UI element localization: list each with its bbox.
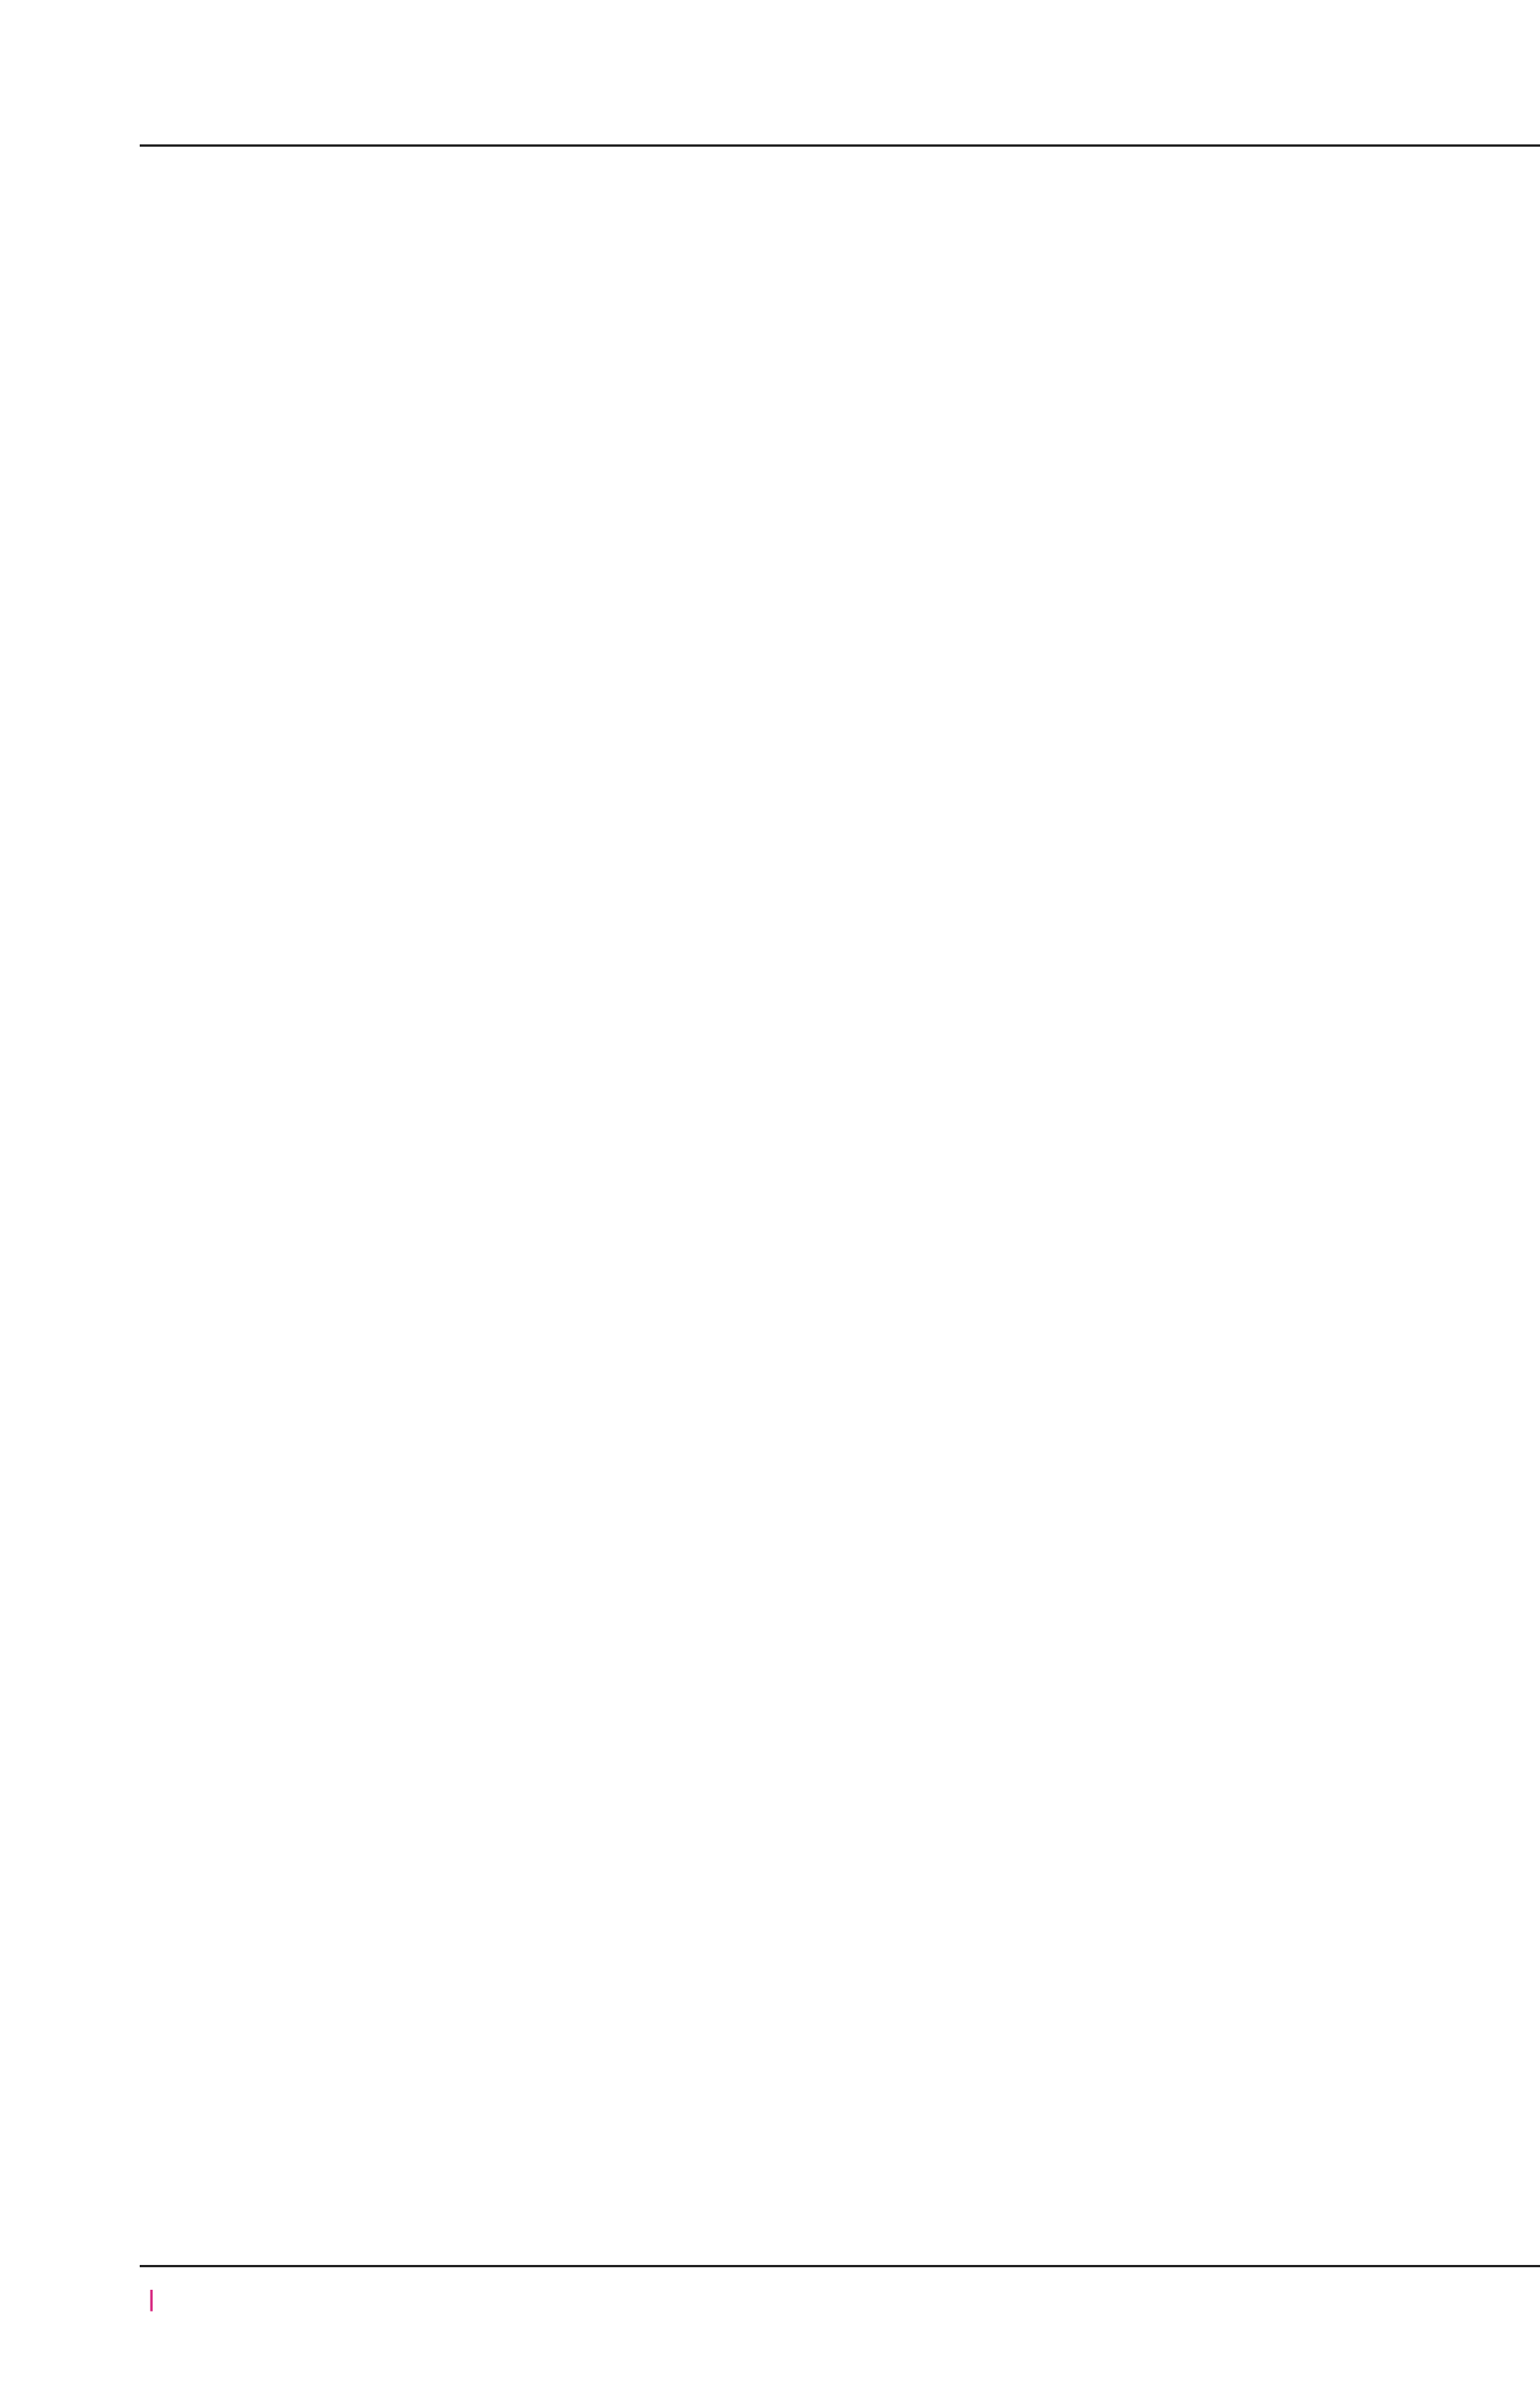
folio-separator: | (147, 2286, 156, 2311)
upper-column-2 (621, 264, 1040, 986)
upper-column-3 (1102, 264, 1521, 986)
lower-column-1 (140, 1257, 559, 2251)
pull-quote (140, 1028, 1540, 1215)
upper-column-1 (140, 264, 559, 986)
page-folio (140, 2286, 163, 2311)
upper-text-columns (140, 264, 1521, 986)
bottom-rule (140, 2265, 1540, 2267)
lower-column-3 (1102, 1257, 1521, 2251)
lower-column-2 (621, 1257, 1040, 2251)
lower-text-columns (140, 1257, 1521, 2251)
top-rule (140, 144, 1540, 147)
